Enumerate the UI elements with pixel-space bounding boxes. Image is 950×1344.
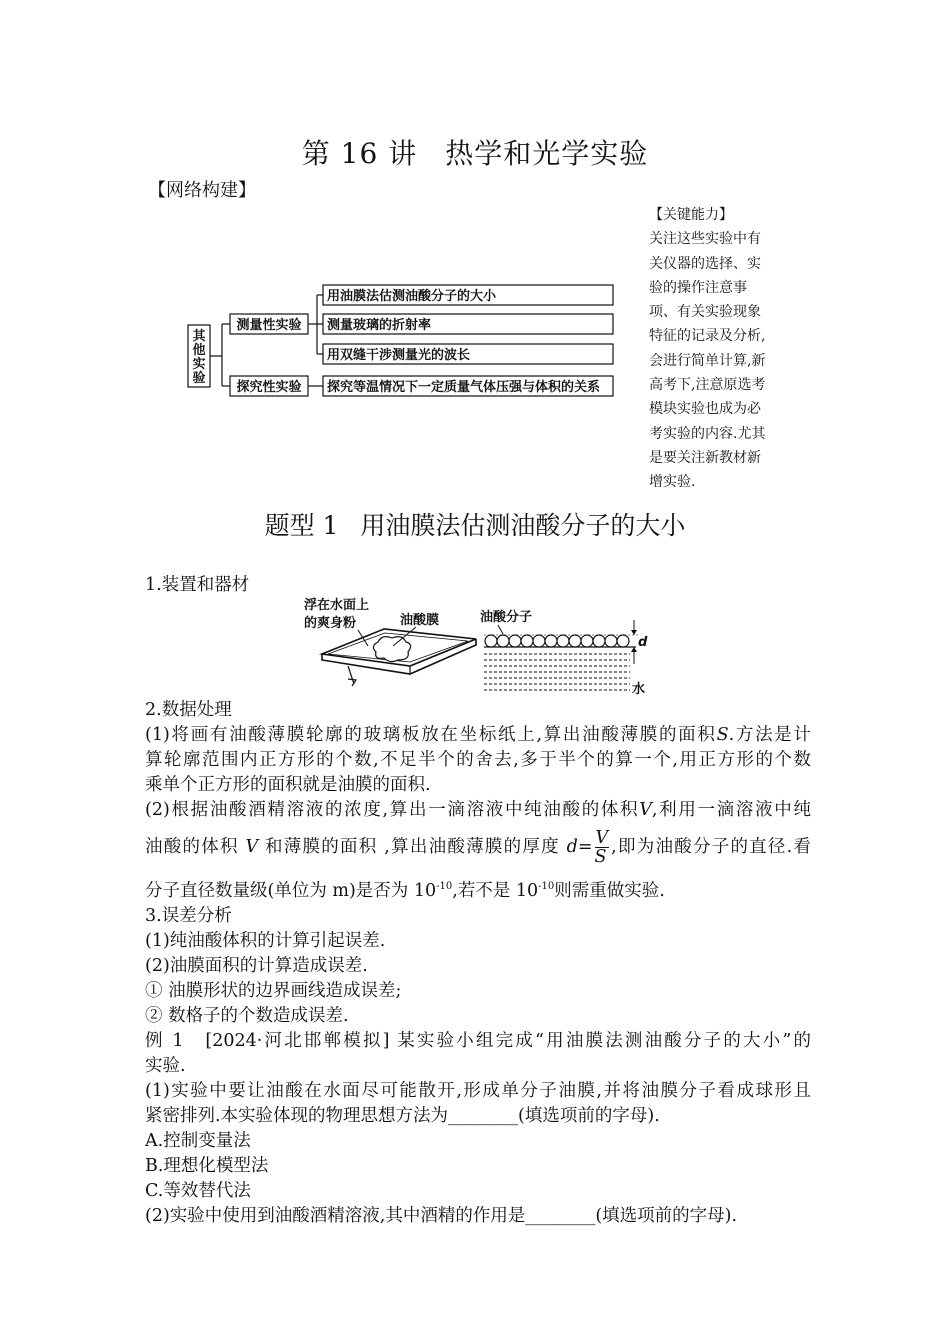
diagram-root-char: 验 [192,371,206,386]
key-ability-line: 考实验的内容.尤其 [649,425,766,442]
key-ability-line: 模块实验也成为必 [649,401,761,418]
apparatus-figure [298,594,658,700]
diagram-root-char: 实 [192,357,206,372]
label-oil-film: 油酸膜 [400,613,440,628]
paragraph-line: 分子直径数量级(单位为 m)是否为 $10^{-10}$,若不是 $10^{-10}$则需重做实验. [145,880,665,901]
paragraph-line: (1)将画有油酸薄膜轮廓的玻璃板放在坐标纸上,算出油酸薄膜的面积S.方法是计 [145,725,812,745]
key-ability-line: 特征的记录及分析, [649,328,766,345]
option-c: C.等效替代法 [145,1180,251,1201]
question-line: 紧密排列.本实验体现的物理思想方法为________(填选项前的字母). [145,1105,660,1126]
key-ability-line: 验的操作注意事 [649,279,747,296]
water-body [484,654,630,690]
label-powder-line1: 浮在水面上 [304,598,370,613]
paragraph-line: (1)纯油酸体积的计算引起误差. [145,930,386,951]
key-ability-line: 是要关注新教材新 [649,449,761,466]
molecule-row [485,635,629,647]
oil-film-shape [373,637,410,662]
content-block [145,698,811,1229]
diagram-item: 用油膜法估测油酸分子的大小 [327,289,497,304]
label-thickness-d: d [638,635,648,650]
example-line: 实验. [145,1055,186,1076]
paragraph-line: 乘单个正方形的面积就是油膜的面积. [145,775,431,795]
key-ability-line: 高考下,注意原选考 [649,377,766,394]
thickness-fraction: $\frac{V}{S}$ [594,828,609,867]
diagram-branch-explore: 探究性实验 [236,380,302,395]
key-ability-line: 项、有关实验现象 [649,304,761,321]
heading-error-analysis: 3.误差分析 [145,905,232,926]
diagram-item: 探究等温情况下一定质量气体压强与体积的关系 [327,380,601,395]
key-ability-panel [649,203,789,495]
network-label: 【网络构建】 [148,180,256,201]
paragraph-line: (2)油膜面积的计算造成误差. [145,955,368,976]
example-line: 例 1 [2024·河北邯郸模拟] 某实验小组完成“用油膜法测油酸分子的大小”的 [145,1030,811,1051]
diagram-item: 测量玻璃的折射率 [327,318,432,333]
subtitle-prefix: 题型 1 [264,511,339,540]
title-main: 热学和光学实验 [445,137,649,170]
diagram-root-char: 其 [192,329,206,344]
option-a: A.控制变量法 [145,1130,251,1151]
page-title [0,132,950,172]
key-ability-line: 关仪器的选择、实 [649,255,761,272]
subtitle-main: 用油膜法估测油酸分子的大小 [360,511,686,540]
title-prefix: 第 16 讲 [301,137,418,170]
knowledge-network-diagram [182,279,622,403]
paragraph-line: ① 油膜形状的边界画线造成误差; [145,980,402,1001]
question-line: (1)实验中要让油酸在水面尽可能散开,形成单分子油膜,并将油膜分子看成球形且 [145,1080,811,1101]
question-line: (2)实验中使用到油酸酒精溶液,其中酒精的作用是________(填选项前的字母). [145,1205,738,1226]
paragraph-line: ② 数格子的个数造成误差. [145,1005,349,1026]
option-b: B.理想化模型法 [145,1155,269,1176]
label-water: 水 [632,682,646,697]
diagram-root-char: 他 [192,343,206,358]
diagram-item: 用双缝干涉测量光的波长 [327,348,471,363]
key-ability-line: 增实验. [649,474,696,491]
key-ability-line: 关注这些实验中有 [649,231,761,248]
key-ability-line: 会进行简单计算,新 [649,352,766,369]
paragraph-line: 算轮廓范围内正方形的个数,不足半个的舍去,多于半个的算一个,用正方形的个数 [145,750,811,770]
key-ability-heading: 【关键能力】 [649,207,733,223]
diagram-branch-measure: 测量性实验 [236,318,302,333]
paragraph-line: (2)根据油酸酒精溶液的浓度,算出一滴溶液中纯油酸的体积V,利用一滴溶液中纯 [145,800,811,820]
paragraph-line-formula: 油酸的体积 V 和薄膜的面积 ,算出油酸薄膜的厚度 d= $\frac{V}{S}$ ,即为油酸分子的直径.看 [145,828,811,867]
label-oil-molecule: 油酸分子 [480,610,533,625]
section-subtitle [0,506,950,542]
heading-data-processing: 2.数据处理 [145,700,232,720]
heading-equipment: 1.装置和器材 [145,575,250,595]
label-powder-line2: 的爽身粉 [304,616,357,631]
